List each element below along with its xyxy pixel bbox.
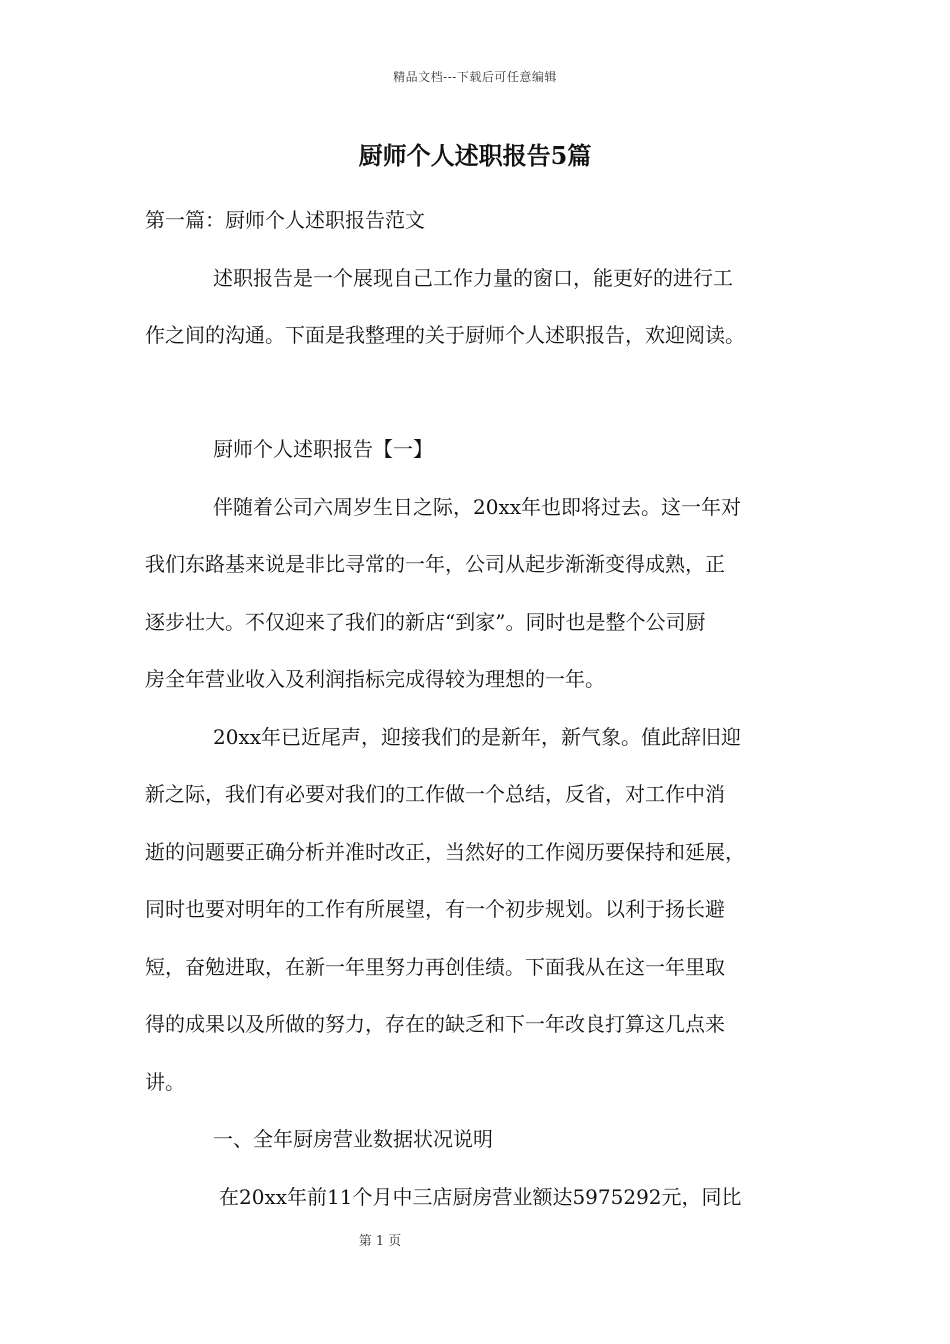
paragraph2-line-4: 同时也要对明年的工作有所展望，有一个初步规划。以利于扬长避 bbox=[145, 897, 725, 921]
document-body bbox=[145, 192, 825, 365]
document-title: 厨师个人述职报告5篇 bbox=[358, 141, 592, 170]
paragraph3-line-1: 在20xx年前11个月中三店厨房营业额达5975292元，同比 bbox=[219, 1184, 742, 1209]
report-heading: 厨师个人述职报告【一】 bbox=[213, 437, 433, 461]
paragraph2-line-5: 短，奋勉进取，在新一年里努力再创佳绩。下面我从在这一年里取 bbox=[145, 954, 725, 979]
paragraph2-line-2: 新之际，我们有必要对我们的工作做一个总结，反省，对工作中消 bbox=[145, 782, 725, 806]
section-heading: 第一篇：厨师个人述职报告范文 bbox=[145, 208, 425, 232]
paragraph1-line-4: 房全年营业收入及利润指标完成得较为理想的一年。 bbox=[145, 667, 605, 691]
paragraph1-line-2: 我们东路基来说是非比寻常的一年，公司从起步渐渐变得成熟，正 bbox=[145, 552, 725, 576]
paragraph1-line-3: 逐步壮大。不仅迎来了我们的新店“到家”。同时也是整个公司厨 bbox=[145, 609, 706, 634]
report-body bbox=[145, 421, 825, 1226]
paragraph2-line-1: 20xx年已近尾声，迎接我们的是新年，新气象。值此辞旧迎 bbox=[213, 724, 742, 749]
subheading-1: 一、全年厨房营业数据状况说明 bbox=[213, 1127, 493, 1151]
intro-line-2: 作之间的沟通。下面是我整理的关于厨师个人述职报告，欢迎阅读。 bbox=[145, 323, 745, 347]
header-note: 精品文档---下载后可任意编辑 bbox=[393, 70, 557, 84]
intro-line-1: 述职报告是一个展现自己工作力量的窗口，能更好的进行工 bbox=[213, 265, 733, 290]
page-number: 第 1 页 bbox=[358, 1234, 402, 1249]
paragraph2-line-3: 逝的问题要正确分析并准时改正，当然好的工作阅历要保持和延展， bbox=[145, 839, 745, 864]
paragraph2-line-6: 得的成果以及所做的努力，存在的缺乏和下一年改良打算这几点来 bbox=[145, 1012, 725, 1036]
paragraph1-line-1: 伴随着公司六周岁生日之际，20xx年也即将过去。这一年对 bbox=[213, 494, 742, 519]
paragraph2-line-7: 讲。 bbox=[145, 1069, 185, 1094]
